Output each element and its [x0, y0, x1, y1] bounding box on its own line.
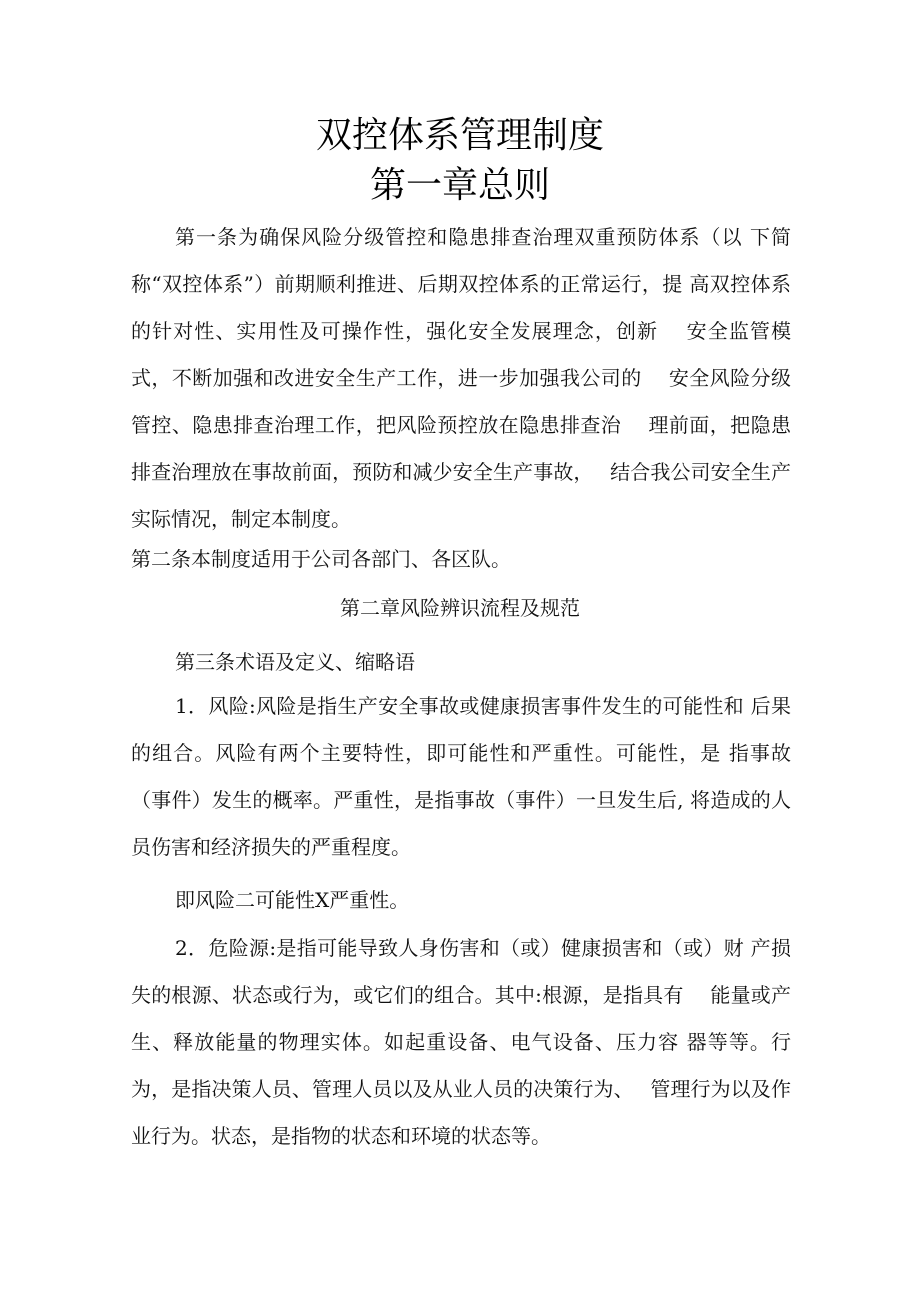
chapter-1-heading: 第一章总则	[369, 165, 550, 206]
chapter-2-heading: 第二章风险辨识流程及规范	[340, 596, 580, 620]
risk-formula: 即风险二可能性X严重性。	[175, 888, 410, 912]
item-2-hazard-definition: 2．危险源:是指可能导致人身伤害和（或）健康损害和（或）财 产损失的根源、状态或行为，或它们的组合。其中:根源，是指具有 能量或产生、释放能量的物理实体。如起重设备、电气设备、压力容 器等等。行为，是指决策人员、管理人员以及从业人员的决策行为、 管理行为以及作业行为。状态，是指物的状态和环境的状态等。	[131, 936, 791, 1148]
item-1-risk-definition: 1．风险:风险是指生产安全事故或健康损害事件发生的可能性和 后果的组合。风险有两个主要特性，即可能性和严重性。可能性，是 指事故（事件）发生的概率。严重性，是指事故（事件）一旦发生后, 将造成的人员伤害和经济损失的严重程度。	[131, 694, 791, 859]
article-3-heading: 第三条术语及定义、缩略语	[175, 650, 415, 674]
document-title: 双控体系管理制度	[315, 115, 604, 156]
article-2-paragraph: 第二条本制度适用于公司各部门、各区队。	[131, 547, 511, 571]
article-1-paragraph: 第一条为确保风险分级管控和隐患排查治理双重预防体系（以 下简称“双控体系”）前期顺利推进、后期双控体系的正常运行，提 高双控体系的针对性、实用性及可操作性，强化安全发展理念，创新 安全监管模式，不断加强和改进安全生产工作，进一步加强我公司的 安全风险分级管控、隐患排查治理工作，把风险预控放在隐患排查治 理前面，把隐患排查治理放在事故前面，预防和减少安全生产事故， 结合我公司安全生产实际情况，制定本制度。	[131, 225, 791, 531]
